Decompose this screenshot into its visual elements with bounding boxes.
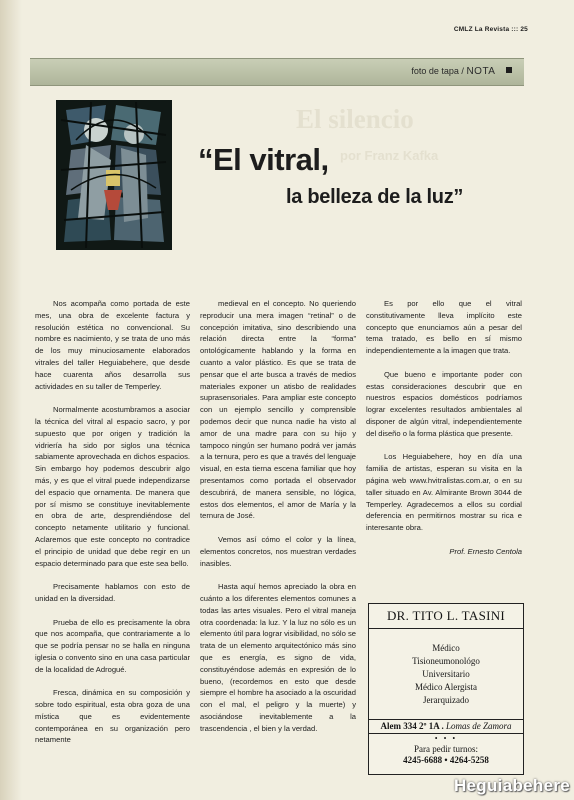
bleed-through-byline: por Franz Kafka — [340, 148, 439, 163]
article-column-3 — [366, 298, 522, 558]
ad-divider-dots: • • • — [434, 734, 458, 743]
stained-glass-photo — [56, 100, 172, 250]
ad-phones: 4245-6688 • 4264-5258 — [403, 755, 489, 765]
doctor-advertisement — [368, 603, 524, 775]
paragraph: Vemos así cómo el color y la línea, elementos concretos, nos muestran verdades inasibles. — [200, 534, 356, 568]
section-band — [30, 58, 524, 86]
ad-specialty: Tisioneumonológo — [412, 656, 480, 666]
section-label — [411, 66, 512, 77]
article-title-line1: “El vitral, — [198, 142, 329, 177]
paragraph: Que bueno e importante poder con estas consideraciones descubrir que en nuestros espacios domésticos podríamos lograr excelentes resultados ambientales al disponer de algún vitral, independientemente del diseño o la forma plástica que presente. — [366, 369, 522, 438]
section-name: NOTA — [466, 66, 496, 77]
bleed-through-title: El silencio — [296, 104, 414, 134]
watermark: Heguiabehere — [453, 776, 570, 795]
ad-specialties — [369, 642, 523, 707]
paragraph: Prueba de ello es precisamente la obra que nos acompaña, que contrariamente a lo que se podría pensar no se halla en ninguna iglesia o convento sino en una casa particular de la localidad de Adrogué. — [35, 617, 190, 674]
paragraph: Nos acompaña como portada de este mes, una obra de excelente factura y resolución estética no convencional. Su nombre es nacimiento, y se trata de uno más de los muy minuciosamente elaborados vitrales del taller Heguiabehere, que desde hace cuarenta años desarrolla sus actividades en su taller de Temperley. — [35, 299, 190, 391]
square-bullet-icon — [506, 67, 512, 73]
ad-specialty: Médico Alergista — [414, 682, 478, 692]
page-fold-shadow — [0, 0, 22, 800]
ad-turnos-label: Para pedir turnos: — [414, 744, 478, 754]
page-header: CMLZ La Revista ::: 25 — [453, 26, 528, 33]
paragraph: Precisamente hablamos con esto de unidad en la diversidad. — [35, 582, 190, 603]
ad-contact — [369, 744, 523, 766]
ad-specialty: Jerarquizado — [423, 695, 469, 705]
ad-street: Alem 334 2º 1A . — [380, 721, 444, 731]
paragraph: Hasta aquí hemos apreciado la obra en cuánto a los diferentes elementos comunes a todas las artes visuales. Pero el vitral maneja otra coordenada: la luz. Y la luz no sólo es un elemento útil para lograr visibilidad, no sólo se trata de un elemento arquitectónico más sino que es energía, es signo de vida, constituyéndose además en expresión de lo bueno, (recordemos en esto que desde siempre el hombre ha asociado a la oscuridad con el mal, el peligro y la muerte) y asociándose inevitablemente a la trascendencia , el bien y la verdad. — [200, 582, 356, 733]
paragraph: Es por ello que el vitral constitutivamente lleva implícito este concepto que enunciamos aún a pesar del tema tratado, es bello en sí mismo independientemente a la imagen que trata. — [366, 299, 522, 356]
paragraph: Normalmente acostumbramos a asociar la técnica del vitral al espacio sacro, y por supuesto que por origen y tradición la vidriería ha sido por siglos una técnica sabiamente aprovechada en dichos espacios. Sin embargo hoy podemos descubrir algo más, y es que el vitral puede independizarse del espacio que ornamenta. De manera que por sí mismo se constituye inevitablemente en obra de arte, desprendiéndose del concepto netamente utilitario y funcional. Aclaremos que este concepto no contradice el principio de unidad que debe regir en un espacio determinado para que este sea bello. — [35, 405, 190, 568]
ad-specialty: Médico — [432, 643, 460, 653]
ad-location: Lomas de Zamora — [445, 721, 512, 731]
section-prefix: foto de tapa / — [411, 66, 464, 76]
article-column-2 — [200, 298, 356, 746]
article-title-line2: la belleza de la luz” — [286, 186, 464, 208]
stained-glass-image — [56, 100, 172, 250]
ad-specialty: Universitario — [422, 669, 470, 679]
author-signature: Prof. Ernesto Centola — [449, 546, 522, 556]
ad-doctor-name: DR. TITO L. TASINI — [369, 604, 523, 629]
article-column-1 — [35, 298, 190, 758]
ad-address — [369, 719, 523, 734]
paragraph: medieval en el concepto. No queriendo reproducir una mera imagen “retinal” o de concepción imitativa, sino describiendo una relación directa entre la “forma” ontológicamente hablando y la forma en cuanto a valor plástico. Es que se trata de pensar que el arte busca a través de medios materiales exponer un atisbo de realidades suprasensoriales. Para ampliar este concepto con un ejemplo sencillo y comprensible podemos decir que nunca nadie ha visto al amor de una madre para con su hijo y tampoco ningún ser humano podrá ver jamás a la ternura, pero es que a través del lenguaje visual, en esta tierna escena familiar que hoy presentamos como portada el observador descubrirá, de manera sensible, no lógica, estos dos elementos, el amor de María y la ternura de José. — [200, 299, 356, 521]
paragraph: Fresca, dinámica en su composición y sobre todo espiritual, esta obra goza de una mística que es evidentemente contemporánea en su organización pero netamente — [35, 688, 190, 745]
paragraph: Los Heguiabehere, hoy en día una familia de artistas, esperan su visita en la página web www.hvitralistas.com.ar, o en su taller situado en Av. Almirante Brown 3044 de Temperley. Agradecemos a ellos su cordial deferencia en permitirnos mostrar su rica e interesante obra. — [366, 452, 522, 533]
